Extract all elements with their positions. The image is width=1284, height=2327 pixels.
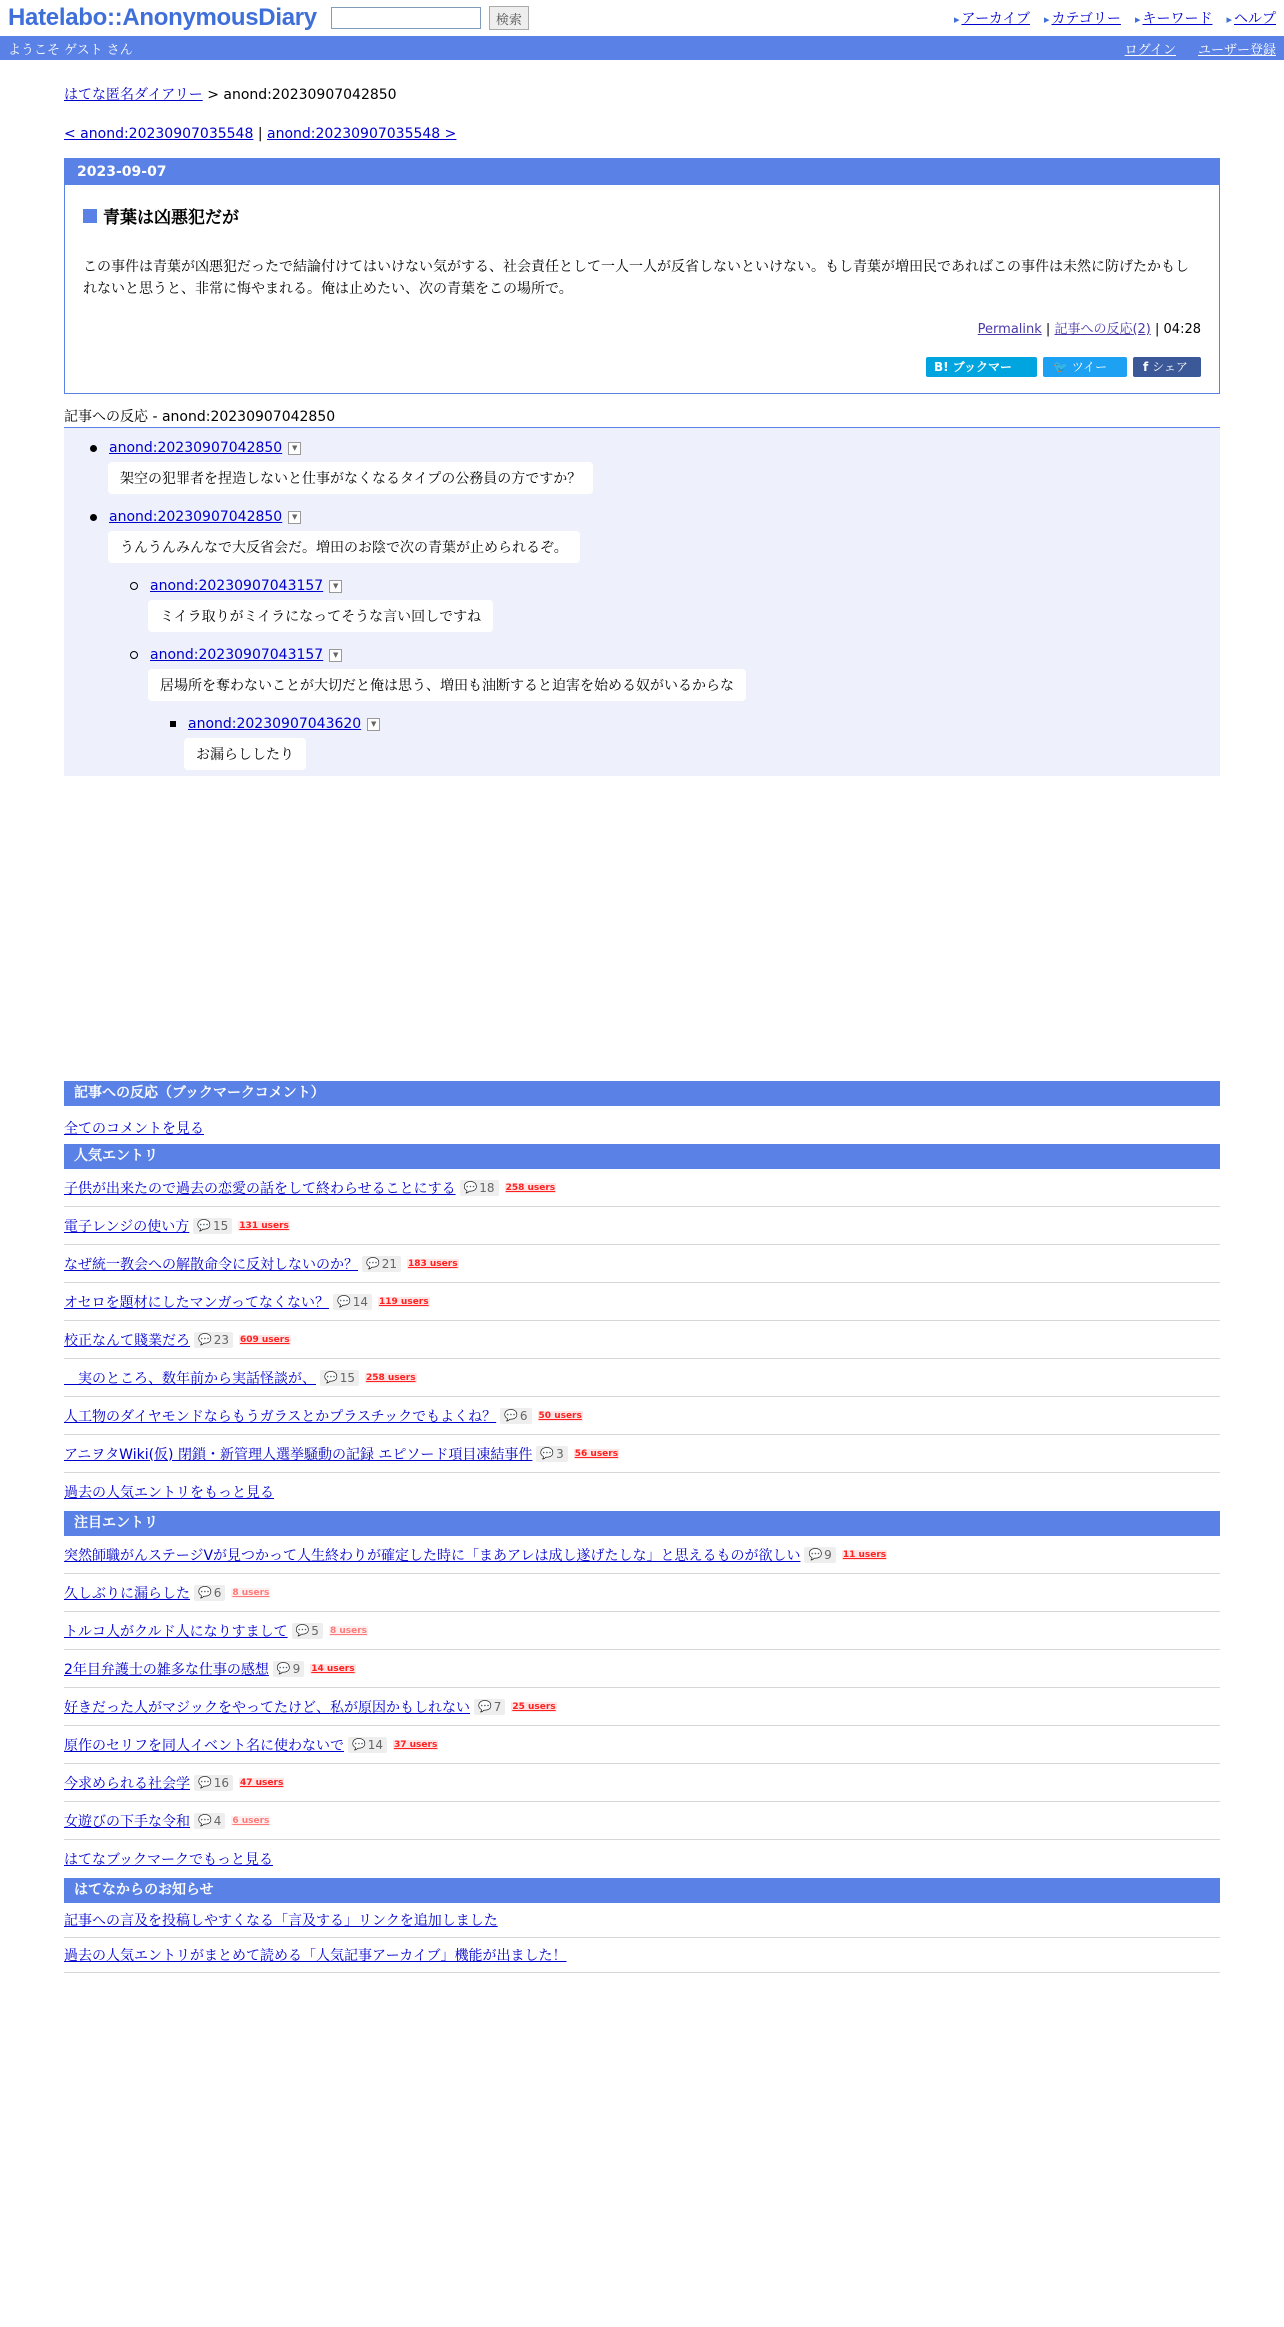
comment-icon: 💬	[198, 1814, 212, 1827]
comment-icon: 💬	[198, 1776, 212, 1789]
entry-row	[64, 1169, 1220, 1207]
all-comments-link[interactable]: 全てのコメントを見る	[64, 1121, 204, 1137]
entry-row	[64, 1435, 1220, 1473]
comment-icon: 💬	[198, 1586, 212, 1599]
comment-count[interactable]	[460, 1180, 499, 1196]
entry-link[interactable]: オセロを題材にしたマンガってなくない？	[64, 1294, 330, 1311]
response-link[interactable]: anond:20230907043620	[188, 716, 362, 732]
top-nav	[954, 8, 1276, 28]
entry-row	[64, 1688, 1220, 1726]
breadcrumb-home[interactable]: はてな匿名ダイアリー	[64, 87, 203, 103]
bookmark-users-badge[interactable]: 8 users	[329, 1625, 367, 1636]
attention-entries	[64, 1536, 1220, 1840]
all-comments	[64, 1118, 1220, 1138]
notice-row	[64, 1903, 1220, 1938]
comment-icon: 💬	[504, 1409, 518, 1422]
bookmark-users-badge[interactable]: 8 users	[232, 1587, 270, 1598]
breadcrumb	[64, 84, 1220, 104]
comment-count-value: 9	[824, 1547, 832, 1562]
comment-count-value: 3	[556, 1446, 564, 1461]
comment-count[interactable]	[320, 1370, 359, 1386]
hatena-bookmark-button[interactable]	[926, 357, 1037, 394]
attention-more-link[interactable]: はてなブックマークでもっと見る	[64, 1852, 274, 1868]
entry-row	[64, 1207, 1220, 1245]
site-logo[interactable]: Hatelabo::AnonymousDiary	[8, 4, 317, 31]
main-content	[64, 84, 1220, 1973]
response-link[interactable]: anond:20230907043157	[150, 578, 324, 594]
entry-row	[64, 1359, 1220, 1397]
share-buttons	[65, 357, 1201, 394]
comment-icon: 💬	[337, 1295, 351, 1308]
bookmark-users-badge[interactable]: 131 users	[239, 1220, 289, 1231]
entry-footer: Permalink | 記事への反応(2) | 04:28	[977, 322, 1201, 337]
bookmark-users-badge[interactable]: 258 users	[365, 1372, 416, 1383]
comment-count-value: 4	[213, 1813, 222, 1828]
comment-count[interactable]	[348, 1737, 387, 1753]
entry-link[interactable]: トルコ人がクルド人になりすまして	[64, 1623, 288, 1640]
bookmark-users-badge[interactable]: 47 users	[239, 1777, 284, 1788]
bookmark-users-badge[interactable]: 11 users	[842, 1549, 887, 1560]
popular-entries	[64, 1169, 1220, 1473]
response-link[interactable]: anond:20230907042850	[109, 509, 283, 525]
entry-link[interactable]: 人工物のダイヤモンドならもうガラスとかプラスチックでもよくね？	[64, 1408, 497, 1425]
comment-count[interactable]	[804, 1547, 835, 1563]
comment-count[interactable]	[273, 1661, 304, 1677]
entry-link[interactable]: 2年目弁護士の雑多な仕事の感想	[64, 1661, 269, 1678]
title-square-icon[interactable]	[83, 209, 97, 223]
search-button[interactable]: 検索	[489, 6, 529, 30]
bullet-icon	[170, 721, 176, 727]
comment-icon: 💬	[324, 1371, 338, 1384]
entry-row	[64, 1245, 1220, 1283]
entry-link[interactable]: 久しぶりに漏らした	[64, 1585, 190, 1602]
notice-row	[64, 1938, 1220, 1973]
nav-help[interactable]: ▸ ヘルプ	[1226, 8, 1276, 28]
bookmark-users-badge[interactable]: 50 users	[538, 1410, 582, 1421]
bookmark-users-badge[interactable]: 25 users	[512, 1701, 556, 1712]
register-link[interactable]: ユーザー登録	[1197, 42, 1276, 58]
diary-day	[64, 158, 1220, 394]
comment-icon: 💬	[295, 1624, 310, 1637]
comment-count-value: 16	[213, 1775, 229, 1790]
comment-count[interactable]	[333, 1294, 372, 1310]
comment-count-value: 5	[311, 1623, 319, 1638]
search-input[interactable]	[331, 7, 481, 29]
notice-list	[64, 1903, 1220, 1973]
chevron-down-icon[interactable]: ▼	[288, 511, 301, 524]
bullet-icon	[130, 582, 138, 590]
comment-count[interactable]	[292, 1623, 323, 1639]
top-bar	[0, 0, 1284, 36]
response-text: ミイラ取りがミイラになってそうな言い回しですね	[148, 600, 493, 632]
facebook-icon: f	[1143, 360, 1149, 374]
responses-tree	[64, 428, 1220, 776]
popular-more-link[interactable]: 過去の人気エントリをもっと見る	[64, 1485, 274, 1501]
entry-row	[64, 1650, 1220, 1688]
entry-row	[64, 1802, 1220, 1840]
facebook-label: シェア	[1152, 360, 1188, 374]
bookmark-users-badge[interactable]: 183 users	[407, 1258, 458, 1269]
twitter-icon: 🐦	[1053, 360, 1068, 374]
chevron-down-icon[interactable]: ▼	[329, 580, 342, 593]
comment-count[interactable]	[194, 1813, 225, 1829]
bullet-icon	[90, 514, 97, 521]
bullet-icon	[130, 651, 138, 659]
bookmark-users-badge[interactable]: 609 users	[239, 1334, 290, 1345]
comment-count-value: 14	[352, 1294, 369, 1309]
comment-icon: 💬	[352, 1738, 366, 1751]
entry-link[interactable]: 女遊びの下手な令和	[64, 1813, 190, 1830]
comment-icon: 💬	[276, 1662, 291, 1675]
day-date: 2023-09-07	[65, 159, 1219, 185]
entry-title	[83, 203, 1219, 228]
comment-count-value: 21	[381, 1256, 397, 1271]
comment-count-value: 6	[213, 1585, 222, 1600]
response-link[interactable]: anond:20230907043157	[150, 647, 324, 663]
comment-count[interactable]	[500, 1408, 531, 1424]
reactions-link[interactable]: 記事への反応(2)	[1054, 322, 1151, 337]
entry-row	[64, 1612, 1220, 1650]
entry-link[interactable]: なぜ統一教会への解散命令に反対しないのか？	[64, 1256, 358, 1273]
popular-entries-header: 人気エントリ	[64, 1144, 1220, 1169]
entry-link[interactable]: 実のところ、数年前から実話怪談が、	[64, 1370, 316, 1387]
bullet-icon	[90, 445, 97, 452]
chevron-down-icon[interactable]: ▼	[288, 442, 301, 455]
comment-count[interactable]	[474, 1699, 505, 1715]
comment-count-value: 15	[213, 1218, 229, 1233]
comment-count-value: 18	[479, 1180, 495, 1195]
comment-count[interactable]	[536, 1446, 567, 1462]
comment-icon: 💬	[478, 1700, 492, 1713]
comment-icon: 💬	[808, 1548, 823, 1561]
bookmark-comments-header: 記事への反応（ブックマークコメント）	[64, 1081, 1220, 1106]
bookmark-users-badge[interactable]: 37 users	[393, 1739, 438, 1750]
comment-count-value: 14	[367, 1737, 383, 1752]
entry-row	[64, 1726, 1220, 1764]
attention-more	[64, 1840, 1220, 1878]
notice-link[interactable]: 過去の人気エントリがまとめて読める「人気記事アーカイブ」機能が出ました！	[64, 1948, 567, 1964]
comment-icon: 💬	[198, 1333, 212, 1346]
comment-count-value: 15	[339, 1370, 355, 1385]
entry-row	[64, 1764, 1220, 1802]
comment-count[interactable]	[194, 1332, 233, 1348]
bookmark-users-badge[interactable]: 56 users	[574, 1448, 619, 1459]
entry-row	[64, 1397, 1220, 1435]
entry-row	[64, 1321, 1220, 1359]
entry-time: 04:28	[1163, 322, 1201, 337]
hatena-bookmark-count: 0	[954, 380, 963, 394]
attention-entries-header: 注目エントリ	[64, 1511, 1220, 1536]
pager-separator: |	[257, 126, 263, 142]
chevron-down-icon[interactable]: ▼	[329, 649, 342, 662]
comment-count[interactable]	[194, 1585, 225, 1601]
nav-archive[interactable]: ▸ アーカイブ	[954, 8, 1030, 28]
response-text: お漏らししたり	[184, 738, 306, 770]
nav-keyword[interactable]: ▸ キーワード	[1135, 8, 1213, 28]
user-bar	[0, 36, 1284, 60]
response-item	[130, 578, 1220, 632]
bookmark-users-badge[interactable]: 258 users	[505, 1182, 556, 1193]
facebook-share-button[interactable]	[1133, 357, 1201, 377]
entry-link[interactable]: 校正なんて賤業だろ	[64, 1332, 190, 1349]
ad-space	[64, 776, 1220, 1081]
bookmark-users-badge[interactable]: 119 users	[379, 1296, 429, 1307]
bookmark-users-badge[interactable]: 6 users	[232, 1815, 270, 1826]
tweet-button[interactable]	[1043, 357, 1127, 394]
chevron-down-icon[interactable]: ▼	[367, 718, 380, 731]
popular-more	[64, 1473, 1220, 1511]
pager	[64, 126, 1220, 142]
entry-row	[64, 1536, 1220, 1574]
entry-body: この事件は青葉が凶悪犯だったで結論付けてはいけない気がする、社会責任として一人一人が反省しないといけない。もし青葉が増田民であればこの事件は未然に防げたかもしれないと思うと、非常に悔やまれる。俺は止めたい、次の青葉をこの場所で。	[83, 259, 1189, 297]
tweet-label: ツイート	[1053, 360, 1108, 394]
comment-count-value: 7	[493, 1699, 502, 1714]
entry-row	[64, 1574, 1220, 1612]
comment-count-value: 6	[519, 1408, 528, 1423]
welcome-text: ようこそ ゲスト さん	[8, 42, 133, 58]
entry-title-text: 青葉は凶悪犯だが	[103, 208, 239, 228]
responses-title: 記事への反応 - anond:20230907042850	[64, 406, 1220, 428]
response-item	[90, 440, 1220, 494]
prev-entry-link[interactable]: < anond:20230907035548	[64, 126, 254, 142]
hatena-bookmark-label: B! ブックマーク	[934, 360, 1012, 394]
nav-category[interactable]: ▸ カテゴリー	[1044, 8, 1121, 28]
notice-header: はてなからのお知らせ	[64, 1878, 1220, 1903]
bookmark-users-badge[interactable]: 14 users	[311, 1663, 355, 1674]
entry-link[interactable]: 突然師職がんステージVが見つかって人生終わりが確定した時に「まあアレは成し遂げたしな」と思えるものが欲しい	[64, 1547, 801, 1564]
comment-count-value: 23	[213, 1332, 229, 1347]
entry-link[interactable]: アニヲタWiki(仮) 閉鎖・新管理人選挙騒動の記録 エピソード項目凍結事件	[64, 1446, 533, 1463]
comment-count[interactable]	[193, 1218, 232, 1234]
response-text: 居場所を奪わないことが大切だと俺は思う、増田も油断すると迫害を始める奴がいるからな	[148, 669, 746, 701]
entry-link[interactable]: 子供が出来たので過去の恋愛の話をして終わらせることにする	[64, 1180, 456, 1197]
comment-icon: 💬	[197, 1219, 212, 1232]
response-text: うんうんみんなで大反省会だ。増田のお陰で次の青葉が止められるぞ。	[108, 531, 580, 563]
response-link[interactable]: anond:20230907042850	[109, 440, 283, 456]
entry-link[interactable]: 今求められる社会学	[64, 1775, 190, 1792]
next-entry-link[interactable]: anond:20230907035548 >	[267, 126, 457, 142]
entry-link[interactable]: 電子レンジの使い方	[64, 1218, 190, 1235]
comment-count-value: 9	[292, 1661, 301, 1676]
comment-icon: 💬	[366, 1257, 380, 1270]
response-item	[90, 509, 1220, 563]
comment-icon: 💬	[463, 1181, 478, 1194]
breadcrumb-separator: >	[207, 87, 219, 103]
response-text: 架空の犯罪者を捏造しないと仕事がなくなるタイプの公務員の方ですか？	[108, 462, 593, 494]
comment-icon: 💬	[540, 1447, 555, 1460]
response-item	[130, 647, 1220, 701]
entry-link[interactable]: 好きだった人がマジックをやってたけど、私が原因かもしれない	[64, 1699, 470, 1716]
login-link[interactable]: ログイン	[1124, 42, 1176, 58]
entry-row	[64, 1283, 1220, 1321]
entry-link[interactable]: 原作のセリフを同人イベント名に使わないで	[64, 1737, 344, 1754]
response-item	[170, 716, 1220, 770]
comment-count[interactable]	[194, 1775, 233, 1791]
permalink[interactable]: Permalink	[977, 322, 1042, 337]
comment-count[interactable]	[362, 1256, 401, 1272]
notice-link[interactable]: 記事への言及を投稿しやすくなる「言及する」リンクを追加しました	[64, 1913, 498, 1929]
breadcrumb-current: anond:20230907042850	[223, 87, 397, 103]
